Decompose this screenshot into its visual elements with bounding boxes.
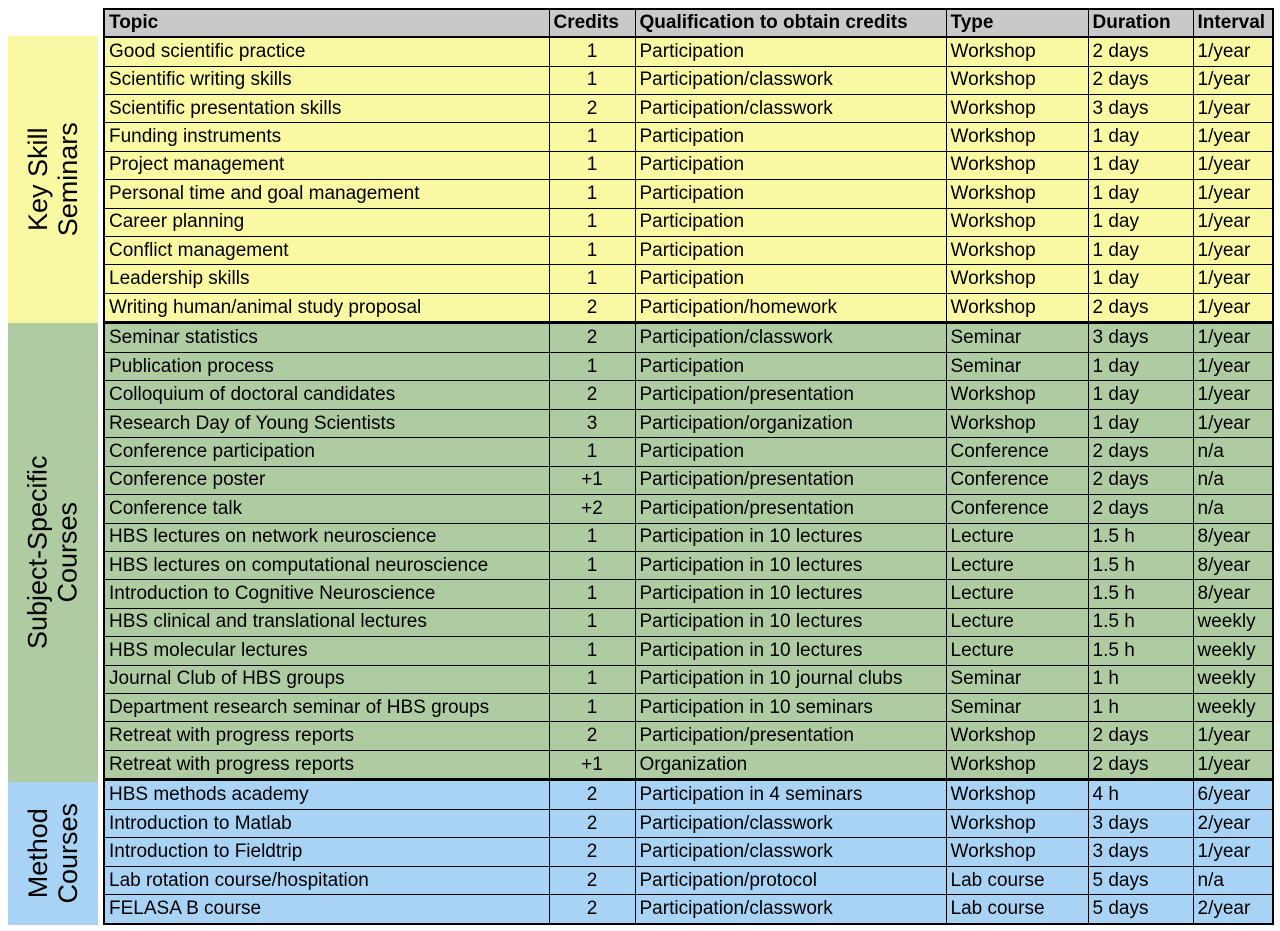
cell-duration: 1 day xyxy=(1088,265,1193,293)
cell-credits: 1 xyxy=(549,551,635,579)
cell-duration: 3 days xyxy=(1088,838,1193,866)
cell-duration: 1 day xyxy=(1088,151,1193,179)
cell-type: Seminar xyxy=(946,693,1088,721)
cell-topic: Lab rotation course/hospitation xyxy=(104,866,549,894)
cell-duration: 2 days xyxy=(1088,750,1193,780)
cell-interval: n/a xyxy=(1193,438,1273,466)
cell-interval: 1/year xyxy=(1193,123,1273,151)
cell-qualification: Participation xyxy=(635,151,946,179)
group-label-key-skill-seminars xyxy=(8,36,98,323)
cell-topic: Leadership skills xyxy=(104,265,549,293)
table-row xyxy=(104,94,1273,122)
cell-topic: Journal Club of HBS groups xyxy=(104,665,549,693)
table-row xyxy=(104,665,1273,693)
cell-credits: 2 xyxy=(549,895,635,924)
cell-qualification: Participation/classwork xyxy=(635,810,946,838)
cell-credits: 1 xyxy=(549,608,635,636)
cell-type: Conference xyxy=(946,495,1088,523)
cell-duration: 5 days xyxy=(1088,866,1193,894)
course-table xyxy=(103,8,1274,925)
column-header-type: Type xyxy=(946,9,1088,37)
cell-credits: 1 xyxy=(549,180,635,208)
course-table-body xyxy=(104,37,1273,924)
cell-credits: 2 xyxy=(549,722,635,750)
cell-credits: 1 xyxy=(549,236,635,264)
cell-topic: Scientific presentation skills xyxy=(104,94,549,122)
table-row xyxy=(104,523,1273,551)
cell-interval: 1/year xyxy=(1193,293,1273,323)
table-row xyxy=(104,495,1273,523)
cell-credits: 1 xyxy=(549,523,635,551)
cell-credits: 2 xyxy=(549,866,635,894)
cell-credits: +2 xyxy=(549,495,635,523)
cell-interval: 1/year xyxy=(1193,722,1273,750)
cell-credits: 2 xyxy=(549,381,635,409)
table-row xyxy=(104,750,1273,780)
cell-type: Lecture xyxy=(946,551,1088,579)
cell-type: Workshop xyxy=(946,123,1088,151)
cell-duration: 2 days xyxy=(1088,37,1193,66)
cell-duration: 2 days xyxy=(1088,66,1193,94)
cell-interval: 1/year xyxy=(1193,323,1273,353)
cell-duration: 1 day xyxy=(1088,123,1193,151)
cell-type: Lecture xyxy=(946,637,1088,665)
table-row xyxy=(104,438,1273,466)
cell-type: Workshop xyxy=(946,208,1088,236)
cell-duration: 1 day xyxy=(1088,381,1193,409)
cell-qualification: Participation/classwork xyxy=(635,66,946,94)
cell-qualification: Participation xyxy=(635,353,946,381)
table-row xyxy=(104,838,1273,866)
table-row xyxy=(104,323,1273,353)
cell-interval: 1/year xyxy=(1193,838,1273,866)
cell-interval: 1/year xyxy=(1193,37,1273,66)
cell-topic: Career planning xyxy=(104,208,549,236)
group-label-text xyxy=(23,803,83,904)
cell-qualification: Participation/presentation xyxy=(635,495,946,523)
cell-topic: Research Day of Young Scientists xyxy=(104,409,549,437)
cell-type: Workshop xyxy=(946,293,1088,323)
cell-duration: 3 days xyxy=(1088,94,1193,122)
table-row xyxy=(104,780,1273,810)
cell-qualification: Organization xyxy=(635,750,946,780)
table-row xyxy=(104,580,1273,608)
group-label-line2: Seminars xyxy=(53,122,84,237)
cell-duration: 3 days xyxy=(1088,323,1193,353)
cell-interval: 1/year xyxy=(1193,208,1273,236)
cell-credits: 1 xyxy=(549,665,635,693)
cell-type: Seminar xyxy=(946,353,1088,381)
cell-duration: 1.5 h xyxy=(1088,608,1193,636)
cell-qualification: Participation/classwork xyxy=(635,323,946,353)
table-row xyxy=(104,37,1273,66)
table-row xyxy=(104,810,1273,838)
table-row xyxy=(104,123,1273,151)
cell-topic: Publication process xyxy=(104,353,549,381)
cell-type: Workshop xyxy=(946,780,1088,810)
cell-interval: 2/year xyxy=(1193,810,1273,838)
group-label-method-courses xyxy=(8,782,98,925)
table-row xyxy=(104,353,1273,381)
cell-credits: 1 xyxy=(549,37,635,66)
cell-duration: 1.5 h xyxy=(1088,551,1193,579)
cell-topic: Conflict management xyxy=(104,236,549,264)
cell-credits: 2 xyxy=(549,293,635,323)
cell-type: Workshop xyxy=(946,66,1088,94)
cell-credits: 1 xyxy=(549,265,635,293)
cell-credits: 2 xyxy=(549,810,635,838)
group-label-line1: Subject-Specific xyxy=(22,455,53,650)
cell-topic: Project management xyxy=(104,151,549,179)
cell-topic: Scientific writing skills xyxy=(104,66,549,94)
cell-duration: 2 days xyxy=(1088,495,1193,523)
cell-type: Workshop xyxy=(946,381,1088,409)
cell-type: Conference xyxy=(946,438,1088,466)
cell-topic: Conference poster xyxy=(104,466,549,494)
cell-qualification: Participation in 10 lectures xyxy=(635,637,946,665)
cell-type: Lecture xyxy=(946,523,1088,551)
cell-interval: weekly xyxy=(1193,693,1273,721)
table-header-row xyxy=(104,9,1273,37)
cell-qualification: Participation xyxy=(635,37,946,66)
cell-type: Workshop xyxy=(946,94,1088,122)
cell-topic: Department research seminar of HBS groups xyxy=(104,693,549,721)
cell-credits: 1 xyxy=(549,66,635,94)
cell-duration: 2 days xyxy=(1088,466,1193,494)
cell-type: Workshop xyxy=(946,409,1088,437)
cell-interval: n/a xyxy=(1193,466,1273,494)
table-row xyxy=(104,381,1273,409)
cell-qualification: Participation xyxy=(635,123,946,151)
cell-interval: 8/year xyxy=(1193,523,1273,551)
group-label-line2: Courses xyxy=(53,502,83,603)
cell-duration: 2 days xyxy=(1088,722,1193,750)
cell-interval: 1/year xyxy=(1193,236,1273,264)
cell-qualification: Participation in 10 lectures xyxy=(635,551,946,579)
cell-topic: Introduction to Cognitive Neuroscience xyxy=(104,580,549,608)
table-row xyxy=(104,236,1273,264)
cell-qualification: Participation in 10 lectures xyxy=(635,523,946,551)
cell-duration: 3 days xyxy=(1088,810,1193,838)
cell-topic: HBS lectures on computational neuroscience xyxy=(104,551,549,579)
cell-interval: n/a xyxy=(1193,495,1273,523)
cell-type: Workshop xyxy=(946,151,1088,179)
cell-qualification: Participation/presentation xyxy=(635,722,946,750)
cell-duration: 1 h xyxy=(1088,693,1193,721)
column-header-interval: Interval xyxy=(1193,9,1273,37)
table-row xyxy=(104,66,1273,94)
cell-topic: Retreat with progress reports xyxy=(104,722,549,750)
table-row xyxy=(104,895,1273,924)
cell-topic: Retreat with progress reports xyxy=(104,750,549,780)
cell-qualification: Participation in 4 seminars xyxy=(635,780,946,810)
cell-type: Workshop xyxy=(946,750,1088,780)
cell-topic: Conference participation xyxy=(104,438,549,466)
column-header-qualification: Qualification to obtain credits xyxy=(635,9,946,37)
cell-type: Workshop xyxy=(946,810,1088,838)
cell-duration: 4 h xyxy=(1088,780,1193,810)
cell-interval: weekly xyxy=(1193,665,1273,693)
group-label-line2: Courses xyxy=(53,803,84,904)
cell-qualification: Participation/classwork xyxy=(635,94,946,122)
cell-qualification: Participation xyxy=(635,265,946,293)
table-row xyxy=(104,693,1273,721)
cell-topic: HBS molecular lectures xyxy=(104,637,549,665)
cell-credits: 1 xyxy=(549,580,635,608)
cell-credits: 3 xyxy=(549,409,635,437)
cell-interval: 1/year xyxy=(1193,265,1273,293)
table-row xyxy=(104,466,1273,494)
cell-qualification: Participation xyxy=(635,438,946,466)
cell-topic: Colloquium of doctoral candidates xyxy=(104,381,549,409)
cell-interval: 1/year xyxy=(1193,750,1273,780)
table-row xyxy=(104,265,1273,293)
cell-type: Workshop xyxy=(946,180,1088,208)
cell-topic: Writing human/animal study proposal xyxy=(104,293,549,323)
group-label-line1: Key Skill xyxy=(22,127,53,232)
table-row xyxy=(104,608,1273,636)
table-row xyxy=(104,409,1273,437)
cell-topic: HBS methods academy xyxy=(104,780,549,810)
cell-qualification: Participation xyxy=(635,208,946,236)
cell-interval: 1/year xyxy=(1193,381,1273,409)
cell-credits: 1 xyxy=(549,353,635,381)
cell-credits: 1 xyxy=(549,693,635,721)
cell-type: Lab course xyxy=(946,866,1088,894)
cell-qualification: Participation in 10 journal clubs xyxy=(635,665,946,693)
table-row xyxy=(104,637,1273,665)
cell-duration: 1.5 h xyxy=(1088,523,1193,551)
cell-interval: 2/year xyxy=(1193,895,1273,924)
cell-topic: Funding instruments xyxy=(104,123,549,151)
cell-credits: 1 xyxy=(549,438,635,466)
table-row xyxy=(104,293,1273,323)
cell-topic: FELASA B course xyxy=(104,895,549,924)
cell-type: Workshop xyxy=(946,722,1088,750)
table-row xyxy=(104,722,1273,750)
column-header-credits: Credits xyxy=(549,9,635,37)
cell-qualification: Participation/presentation xyxy=(635,466,946,494)
cell-type: Lab course xyxy=(946,895,1088,924)
cell-credits: 2 xyxy=(549,323,635,353)
cell-type: Workshop xyxy=(946,265,1088,293)
cell-duration: 2 days xyxy=(1088,438,1193,466)
cell-interval: 1/year xyxy=(1193,66,1273,94)
cell-duration: 1.5 h xyxy=(1088,580,1193,608)
cell-duration: 2 days xyxy=(1088,293,1193,323)
cell-qualification: Participation/presentation xyxy=(635,381,946,409)
cell-type: Conference xyxy=(946,466,1088,494)
cell-type: Lecture xyxy=(946,580,1088,608)
cell-credits: 1 xyxy=(549,637,635,665)
cell-qualification: Participation xyxy=(635,180,946,208)
cell-qualification: Participation in 10 lectures xyxy=(635,608,946,636)
cell-qualification: Participation/protocol xyxy=(635,866,946,894)
cell-credits: 1 xyxy=(549,151,635,179)
cell-qualification: Participation in 10 seminars xyxy=(635,693,946,721)
group-label-text xyxy=(23,122,83,236)
cell-qualification: Participation in 10 lectures xyxy=(635,580,946,608)
cell-topic: Seminar statistics xyxy=(104,323,549,353)
table-row xyxy=(104,866,1273,894)
cell-qualification: Participation/classwork xyxy=(635,895,946,924)
cell-duration: 1.5 h xyxy=(1088,637,1193,665)
table-row xyxy=(104,180,1273,208)
cell-topic: Personal time and goal management xyxy=(104,180,549,208)
cell-duration: 1 day xyxy=(1088,409,1193,437)
cell-interval: weekly xyxy=(1193,637,1273,665)
cell-qualification: Participation/organization xyxy=(635,409,946,437)
cell-interval: 1/year xyxy=(1193,180,1273,208)
cell-type: Seminar xyxy=(946,665,1088,693)
cell-duration: 1 day xyxy=(1088,236,1193,264)
cell-type: Seminar xyxy=(946,323,1088,353)
cell-topic: Good scientific practice xyxy=(104,37,549,66)
cell-type: Workshop xyxy=(946,838,1088,866)
cell-interval: weekly xyxy=(1193,608,1273,636)
cell-credits: +1 xyxy=(549,750,635,780)
cell-interval: 1/year xyxy=(1193,94,1273,122)
cell-interval: 1/year xyxy=(1193,353,1273,381)
cell-topic: HBS clinical and translational lectures xyxy=(104,608,549,636)
column-header-topic: Topic xyxy=(104,9,549,37)
cell-qualification: Participation/homework xyxy=(635,293,946,323)
cell-type: Lecture xyxy=(946,608,1088,636)
cell-qualification: Participation xyxy=(635,236,946,264)
group-label-subject-specific-courses xyxy=(8,323,98,782)
cell-duration: 1 day xyxy=(1088,180,1193,208)
cell-credits: 2 xyxy=(549,94,635,122)
table-row xyxy=(104,551,1273,579)
cell-credits: 2 xyxy=(549,780,635,810)
cell-credits: 1 xyxy=(549,123,635,151)
cell-duration: 1 h xyxy=(1088,665,1193,693)
cell-duration: 5 days xyxy=(1088,895,1193,924)
cell-topic: Conference talk xyxy=(104,495,549,523)
cell-credits: 2 xyxy=(549,838,635,866)
cell-duration: 1 day xyxy=(1088,353,1193,381)
cell-credits: 1 xyxy=(549,208,635,236)
cell-interval: 8/year xyxy=(1193,551,1273,579)
cell-credits: +1 xyxy=(549,466,635,494)
group-label-line1: Method xyxy=(22,808,53,899)
cell-topic: HBS lectures on network neuroscience xyxy=(104,523,549,551)
cell-topic: Introduction to Matlab xyxy=(104,810,549,838)
cell-interval: n/a xyxy=(1193,866,1273,894)
column-header-duration: Duration xyxy=(1088,9,1193,37)
cell-interval: 1/year xyxy=(1193,409,1273,437)
group-label-text xyxy=(23,456,83,650)
cell-type: Workshop xyxy=(946,37,1088,66)
cell-qualification: Participation/classwork xyxy=(635,838,946,866)
cell-interval: 1/year xyxy=(1193,151,1273,179)
table-row xyxy=(104,151,1273,179)
cell-duration: 1 day xyxy=(1088,208,1193,236)
cell-interval: 8/year xyxy=(1193,580,1273,608)
cell-type: Workshop xyxy=(946,236,1088,264)
cell-interval: 6/year xyxy=(1193,780,1273,810)
cell-topic: Introduction to Fieldtrip xyxy=(104,838,549,866)
table-row xyxy=(104,208,1273,236)
